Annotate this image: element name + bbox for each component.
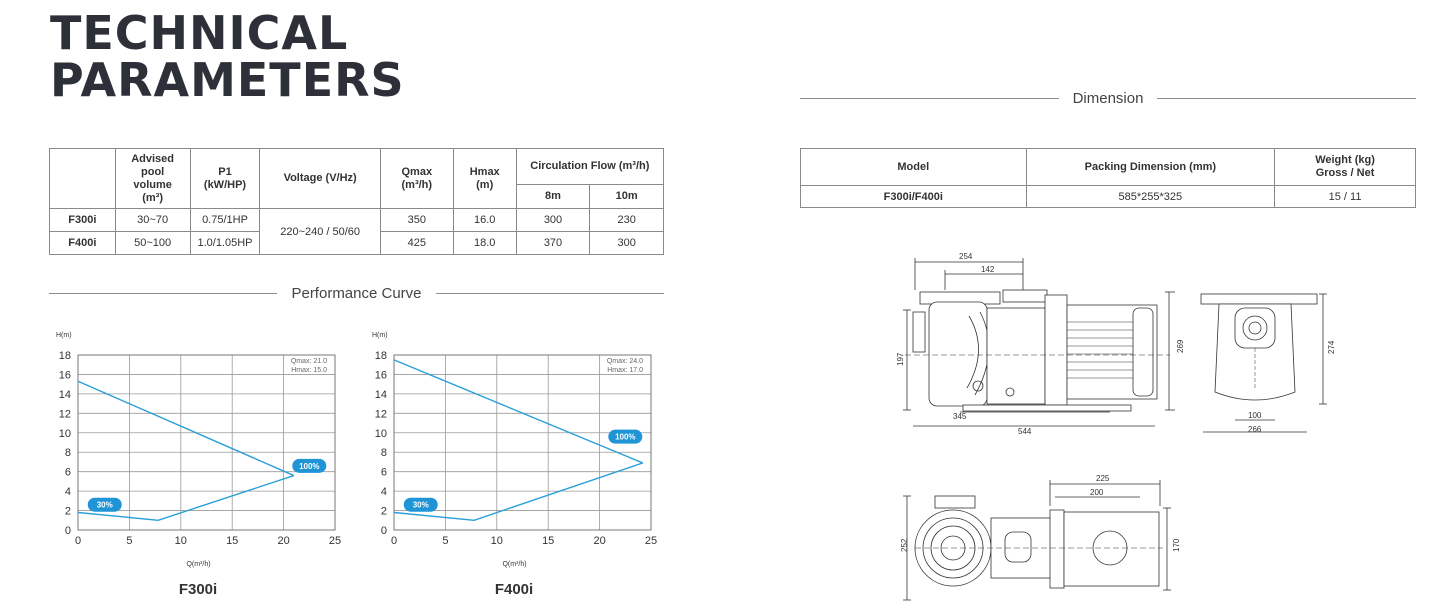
page-title-line-1: TECHNICAL: [50, 6, 349, 60]
cell-flow-10m: 230: [590, 209, 664, 232]
y-tick-label: 18: [58, 350, 71, 362]
dim-label: 200: [1090, 488, 1104, 497]
dim-label: 252: [900, 538, 909, 552]
series-line: [394, 360, 643, 463]
y-tick-label: 4: [64, 486, 71, 499]
header-flow-10m: 10m: [590, 185, 664, 209]
y-tick-label: 8: [380, 447, 387, 460]
header-flow-8m: 8m: [516, 185, 590, 209]
header-qmax: Qmax (m³/h): [380, 149, 453, 209]
y-axis-label: H(m): [56, 332, 72, 339]
header-model: [50, 149, 116, 209]
page-title-line-2: PARAMETERS: [50, 53, 405, 107]
pump-side-view-drawing: [885, 250, 1185, 440]
cell-hmax: 16.0: [453, 209, 516, 232]
cell-p1: 1.0/1.05HP: [190, 232, 260, 255]
side-view-svg: [885, 250, 1185, 440]
header-voltage: Voltage (V/Hz): [260, 149, 380, 209]
x-tick-label: 0: [390, 535, 398, 547]
y-tick-label: 10: [374, 427, 387, 440]
chart-svg: [50, 328, 350, 573]
header-packing-dimension: Packing Dimension (mm): [1026, 149, 1275, 186]
header-pool-volume: Advised pool volume (m³): [115, 149, 190, 209]
y-axis-label: H(m): [372, 332, 388, 339]
dim-label: 345: [953, 412, 967, 421]
x-tick-label: 20: [277, 535, 290, 547]
dim-label: 254: [959, 252, 973, 261]
dim-label: 142: [981, 265, 995, 274]
dimension-label: Dimension: [1072, 90, 1144, 107]
divider: [1157, 98, 1416, 99]
x-axis-label: Q(m³/h): [186, 561, 211, 568]
y-tick-label: 0: [380, 525, 387, 537]
series-label: 30%: [96, 500, 113, 510]
chart-annotation: Qmax: 24.0: [606, 358, 643, 365]
performance-curve-heading: [49, 285, 664, 302]
table-row: [801, 186, 1416, 208]
chart-title-f300i: F300i: [178, 581, 218, 598]
y-tick-label: 2: [380, 505, 387, 518]
series-label: 100%: [299, 461, 320, 471]
y-tick-label: 0: [64, 525, 71, 537]
x-tick-label: 20: [593, 535, 606, 547]
x-tick-label: 5: [442, 535, 449, 547]
x-tick-label: 15: [542, 535, 555, 547]
dim-label: 274: [1327, 340, 1336, 354]
x-tick-label: 5: [126, 535, 133, 547]
cell-weight: 15 / 11: [1275, 186, 1416, 208]
y-tick-label: 14: [58, 388, 71, 401]
x-tick-label: 25: [328, 535, 342, 547]
x-tick-label: 15: [226, 535, 239, 547]
cell-flow-8m: 300: [516, 209, 590, 232]
dim-label: 100: [1248, 411, 1262, 420]
cell-model: F300i/F400i: [801, 186, 1027, 208]
y-tick-label: 16: [374, 369, 387, 382]
performance-chart-f400i: [366, 328, 666, 573]
chart-title-f400i: F400i: [494, 581, 534, 598]
header-model: Model: [801, 149, 1027, 186]
y-tick-label: 6: [64, 466, 71, 479]
cell-flow-8m: 370: [516, 232, 590, 255]
cell-pool-volume: 50~100: [115, 232, 190, 255]
chart-svg: [366, 328, 666, 573]
pump-top-view-drawing: [895, 470, 1181, 606]
series-label: 30%: [412, 500, 429, 510]
table-row: [50, 209, 664, 232]
cell-flow-10m: 300: [590, 232, 664, 255]
series-label: 100%: [615, 432, 636, 442]
x-axis-label: Q(m³/h): [502, 561, 527, 568]
series-line: [78, 381, 294, 475]
y-tick-label: 12: [58, 408, 71, 421]
cell-qmax: 425: [380, 232, 453, 255]
page-title: [50, 6, 405, 107]
y-tick-label: 4: [380, 486, 387, 499]
pump-end-view-drawing: [1195, 280, 1335, 440]
performance-curve-label: Performance Curve: [291, 285, 422, 302]
y-tick-label: 14: [374, 388, 387, 401]
y-tick-label: 8: [64, 447, 71, 460]
x-tick-label: 25: [644, 535, 658, 547]
header-p1: P1 (kW/HP): [190, 149, 260, 209]
technical-parameters-table: [49, 148, 664, 255]
divider: [436, 293, 664, 294]
dim-label: 197: [896, 352, 905, 366]
header-hmax: Hmax (m): [453, 149, 516, 209]
dimension-table: [800, 148, 1416, 208]
dim-label: 225: [1096, 474, 1110, 483]
dimension-heading: [800, 90, 1416, 107]
end-view-svg: [1195, 280, 1335, 440]
cell-p1: 0.75/1HP: [190, 209, 260, 232]
chart-annotation: Hmax: 17.0: [607, 367, 643, 374]
dim-label: 266: [1248, 425, 1262, 434]
header-circulation-flow: Circulation Flow (m³/h): [516, 149, 663, 185]
y-tick-label: 18: [374, 350, 387, 362]
top-view-svg: [895, 470, 1181, 606]
header-weight: Weight (kg) Gross / Net: [1275, 149, 1416, 186]
divider: [49, 293, 277, 294]
dim-label: 170: [1172, 538, 1181, 552]
dim-label: 269: [1176, 339, 1185, 353]
cell-model: F300i: [50, 209, 116, 232]
cell-model: F400i: [50, 232, 116, 255]
dim-label: 544: [1018, 427, 1032, 436]
divider: [800, 98, 1059, 99]
chart-annotation: Hmax: 15.0: [291, 367, 327, 374]
cell-pool-volume: 30~70: [115, 209, 190, 232]
y-tick-label: 10: [58, 427, 71, 440]
x-tick-label: 0: [74, 535, 82, 547]
performance-chart-f300i: [50, 328, 350, 573]
cell-hmax: 18.0: [453, 232, 516, 255]
chart-annotation: Qmax: 21.0: [290, 358, 327, 365]
x-tick-label: 10: [174, 535, 187, 547]
y-tick-label: 12: [374, 408, 387, 421]
x-tick-label: 10: [490, 535, 503, 547]
y-tick-label: 2: [64, 505, 71, 518]
y-tick-label: 6: [380, 466, 387, 479]
cell-packing-dimension: 585*255*325: [1026, 186, 1275, 208]
cell-qmax: 350: [380, 209, 453, 232]
cell-voltage: 220~240 / 50/60: [260, 209, 380, 255]
y-tick-label: 16: [58, 369, 71, 382]
